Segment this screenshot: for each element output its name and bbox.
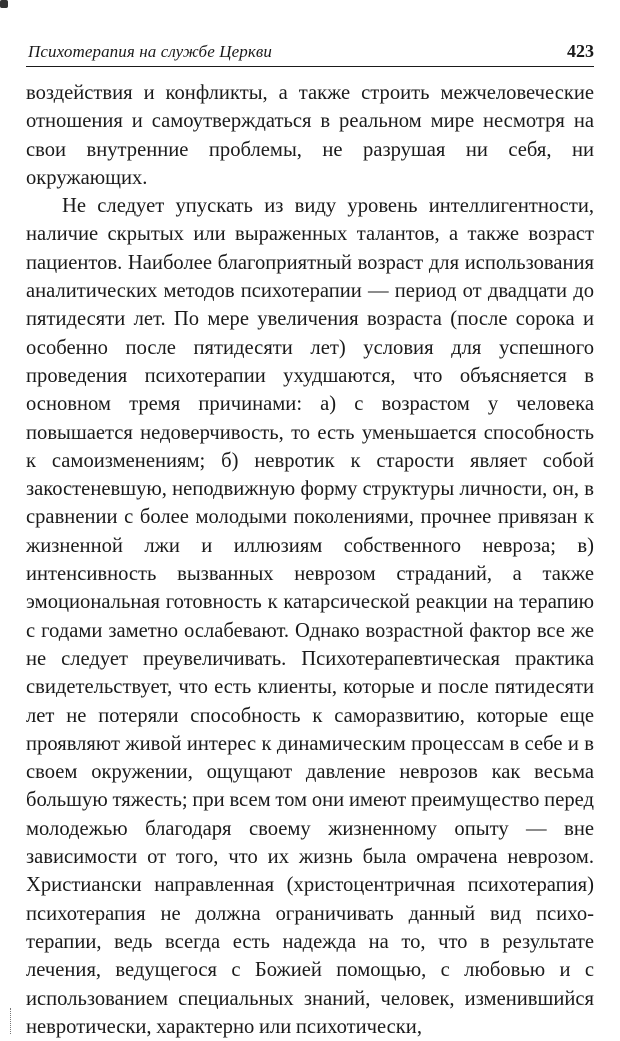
running-head-title: Психотерапия на службе Церкви [28, 42, 272, 61]
page-number: 423 [567, 41, 594, 61]
scan-edge-mark [10, 1008, 13, 1034]
book-page [26, 36, 594, 1038]
scan-corner-mark [0, 0, 8, 8]
paragraph-continuation: воздействия и конфликты, а также строить межчеловеческие отношения и самоутверждаться в реальном мире несмотря на свои внутренние проблемы, не разрушая ни себя, ни окружающих. [26, 82, 594, 189]
running-head [26, 36, 594, 67]
body-text [26, 79, 594, 1041]
paragraph-age-factors: Не следует упускать из виду уровень интеллигентности, наличие скрытых или выраженных талантов, а также возраст пациентов. Наиболее благоприятный возраст для использования аналитических методов психотерапии — период от двадцати до пятидесяти лет. По мере увеличения возраста (после сорока и особенно после пятидесяти лет) условия для успешного проведения психотерапии ухудшаются, что объясняется в основном тремя причинами: а) с возрастом у человека повышается недоверчивость, то есть уменьшается способность к самоизменениям; б) невротик к старости являет собой закостеневшую, неподвижную форму структуры личности, он, в сравнении с более молодыми поколениями, прочнее привязан к жизненной лжи и иллюзиям собственного невроза; в) интенсивность вызванных неврозом страданий, а также эмоциональная готовность к катарсической реакции на терапию с годами заметно ослабевают. Однако возрастной фактор все же не следует преувеличивать. Психотерапевтическая практика свидетельствует, что есть клиенты, которые и после пятидесяти лет не потеряли способность к саморазвитию, которые еще проявляют живой интерес к динамическим процессам в себе и в своем окружении, ощущают давление неврозов как весьма большую тяжесть; при всем том они имеют преимущество перед молодежью благодаря своему жизненному опыту — вне зависимости от того, что их жизнь была омрачена неврозом. Христиански направленная (христоцентричная психотерапия) психотерапия не должна ограничивать данный вид психотерапии, ведь всегда есть надежда на то, что в результате лечения, ведущегося с Божией помощью, с любовью и с использованием специальных знаний, человек, изменившийся невротически, характерно или психотически, [26, 195, 594, 1038]
